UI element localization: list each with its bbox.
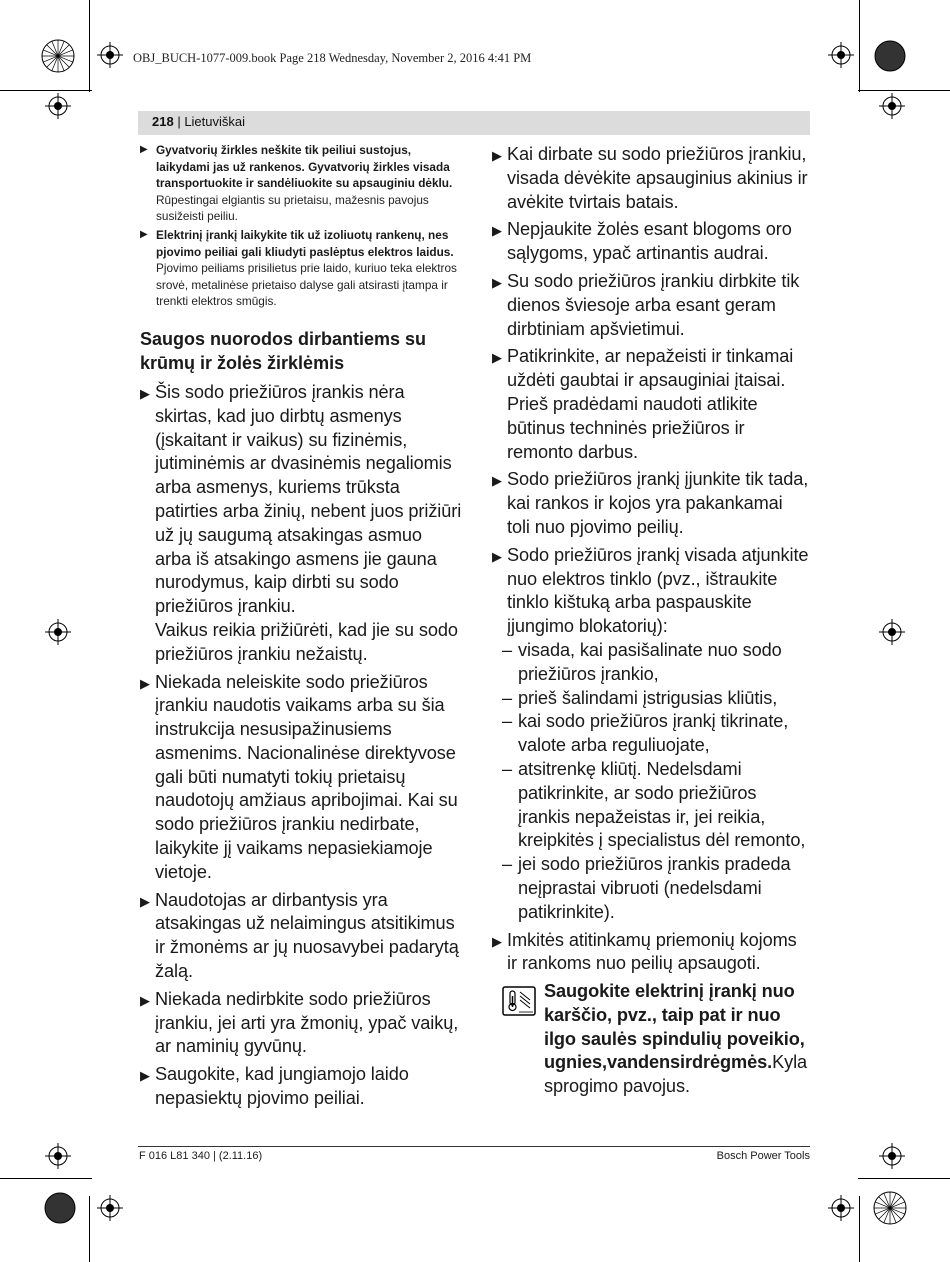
bullet-text: Kai dirbate su sodo priežiūros įrankiu, visada dėvėkite apsauginius akinius ir avėkite tvirtais batais. — [507, 144, 808, 212]
bullet-item: ▶ Sodo priežiūros įrankį visada atjunkite nuo elektros tinklo (pvz., ištraukite tinklo kištuką arba paspauskite įjungimo blokatorių): — [492, 544, 810, 639]
warning-note: Rūpestingai elgiantis su prietaisu, mažesnis pavojus susižeisti peiliu. — [156, 192, 429, 224]
bullet-text: Niekada nedirbkite sodo priežiūros įrankiu, jei arti yra žmonių, ypač vaikų, ar naminių gyvūnų. — [155, 988, 459, 1057]
bullet-text: Šis sodo priežiūros įrankis nėra skirtas, kad juo dirbtų asmenys (įskaitant ir vaikus) su fizinėmis, jutiminėmis ar dvasinėmis negaliomis arba asmenys, kuriems trūksta patirties arba žinių, nebent juos prižiūri už jų saugumą atsakingas asmuo arba iš atsakingo asmens jie gauna nurodymus, kaip dirbti su sodo priežiūros įrankiu. — [155, 381, 462, 617]
crosshair-mark-mid-left — [45, 619, 71, 645]
heat-warning — [492, 980, 810, 1099]
heat-warning-icon — [502, 986, 536, 1016]
small-warnings — [140, 142, 462, 310]
crosshair-mark-lower-right — [879, 1143, 905, 1169]
bullet-text: Sodo priežiūros įrankį įjunkite tik tada, kai rankos ir kojos yra pakankamai toli nuo pjovimo peilių. — [507, 469, 809, 537]
crosshair-mark-mid-right — [879, 619, 905, 645]
bullet-item: ▶ Imkitės atitinkamų priemonių kojoms ir rankoms nuo peilių apsaugoti. — [492, 929, 810, 977]
bullet-text: Niekada neleiskite sodo priežiūros įrankiu naudotis vaikams arba su šia instrukcija nesusipažinusiems asmenims. Nacionalinėse direktyvose gali būti numatyti tokių prietaisų naudotojų amžiaus apribojimai. Kai su sodo priežiūros įrankiu nedirbate, laikykite jį vaikams nepasiekiamoje vietoje. — [155, 671, 458, 882]
bullet-item: ▶ Sodo priežiūros įrankį įjunkite tik tada, kai rankos ir kojos yra pakankamai toli nuo pjovimo peilių. — [492, 468, 810, 539]
crosshair-mark-bottom-right — [828, 1195, 854, 1221]
dash-text: jei sodo priežiūros įrankis pradeda neįprastai vibruoti (nedelsdami patikrinkite). — [518, 854, 791, 922]
crosshair-mark-top-left — [97, 42, 123, 68]
bullet-text: Nepjaukite žolės esant blogoms oro sąlygoms, ypač artinantis audrai. — [507, 219, 792, 264]
warning-normal: Kyla sprogimo pavojus. — [544, 1052, 808, 1097]
dash-item: – jei sodo priežiūros įrankis pradeda neįprastai vibruoti (nedelsdami patikrinkite). — [492, 853, 810, 924]
bullet-text: Imkitės atitinkamų priemonių kojoms ir rankoms nuo peilių apsaugoti. — [507, 929, 797, 974]
bullet-text: Sodo priežiūros įrankį visada atjunkite nuo elektros tinklo (pvz., ištraukite tinklo kištuką arba paspauskite įjungimo blokatorių): — [507, 544, 809, 637]
bullet-item: ▶ Patikrinkite, ar nepažeisti ir tinkamai uždėti gaubtai ir apsauginiai įtaisai. Prieš pradėdami naudoti atlikite būtinus techninės priežiūros ir remonto darbus. — [492, 345, 810, 464]
bullet-item: ▶ Niekada neleiskite sodo priežiūros įrankiu naudotis vaikams arba su šia instrukcija nesusipažinusiems asmenims. Nacionalinėse direktyvose gali būti numatyti tokių prietaisų naudotojų amžiaus apribojimai. Kai su sodo priežiūros įrankiu nedirbate, laikykite jį vaikams nepasiekiamoje vietoje. — [140, 671, 462, 885]
dash-text: prieš šalindami įstrigusias kliūtis, — [518, 687, 778, 708]
footer-rule — [138, 1146, 810, 1147]
dash-item: – kai sodo priežiūros įrankį tikrinate, valote arba reguliuojate, — [492, 710, 810, 758]
warning-bold-text: Elektrinį įrankį laikykite tik už izoliuotų rankenų, nes pjovimo peiliai gali kliudyti paslėptus elektros laidus. — [156, 227, 454, 259]
dash-text: atsitrenkę kliūtį. Nedelsdami patikrinkite, ar sodo priežiūros įrankis nepažeistas ir, jei reikia, kreipkitės į specialistus dėl remonto, — [518, 758, 806, 851]
registration-mark-top-left — [38, 36, 78, 76]
bullet-item: ▶ Nepjaukite žolės esant blogoms oro sąlygoms, ypač artinantis audrai. — [492, 218, 810, 266]
footer-brand: Bosch Power Tools — [716, 1150, 810, 1162]
dash-item: – visada, kai pasišalinate nuo sodo priežiūros įrankio, — [492, 639, 810, 687]
bullet-item: ▶ Naudotojas ar dirbantysis yra atsakingas už nelaimingus atsitikimus ir žmonėms ar jų nuosavybei padarytą žalą. — [140, 889, 462, 984]
warning-note: Pjovimo peiliams prisilietus prie laido, kuriuo teka elektros srovė, metalinėse prietaiso dalyse gali atsirasti įtampa ir trenkti elektros smūgis. — [156, 261, 457, 309]
dash-item: – atsitrenkę kliūtį. Nedelsdami patikrinkite, ar sodo priežiūros įrankis nepažeistas ir, jei reikia, kreipkitės į specialistus dėl remonto, — [492, 758, 810, 853]
crosshair-mark-top-right — [828, 42, 854, 68]
warning-item: ▶ Elektrinį įrankį laikykite tik už izoliuotų rankenų, nes pjovimo peiliai gali kliudyti paslėptus elektros laidus. Pjovimo peiliams prisilietus prie laido, kuriuo teka elektros srovė, metalinėse prietaiso dalyse gali atsirasti įtampa ir trenkti elektros smūgis. — [140, 227, 462, 310]
footer-code: F 016 L81 340 | (2.11.16) — [139, 1150, 263, 1162]
warning-bold: Saugokite elektrinį įrankį nuo karščio, pvz., taip pat ir nuo ilgo saulės spindulių poveikio, ugnies,vandensirdrėgmės. — [544, 981, 805, 1073]
registration-mark-bottom-left — [42, 1190, 78, 1226]
bullet-item: ▶ Šis sodo priežiūros įrankis nėra skirtas, kad juo dirbtų asmenys (įskaitant ir vaikus) su fizinėmis, jutiminėmis ar dvasinėmis negaliomis arba asmenys, kuriems trūksta patirties arba žinių, nebent juos prižiūri už jų saugumą atsakingas asmuo arba iš atsakingo asmens jie gauna nurodymus, kaip dirbti su sodo priežiūros įrankiu. Vaikus reikia prižiūrėti, kad jie su sodo priežiūros įrankiu nežaistų. — [140, 381, 462, 667]
section-heading: Saugos nuorodos dirbantiems su krūmų ir žolės žirklėmis — [140, 328, 427, 373]
bullet-text: Naudotojas ar dirbantysis yra atsakingas už nelaimingus atsitikimus ir žmonėms ar jų nuosavybei padarytą žalą. — [155, 889, 459, 982]
dash-item: – prieš šalindami įstrigusias kliūtis, — [492, 687, 810, 711]
bullet-extra-text: Vaikus reikia prižiūrėti, kad jie su sodo priežiūros įrankiu nežaistų. — [155, 619, 458, 664]
warning-item: ▶ Gyvatvorių žirkles neškite tik peiliui sustojus, laikydami jas už rankenos. Gyvatvorių žirkles visada transportuokite ir sandėliuokite su apsauginiu dėklu. Rūpestingai elgiantis su prietaisu, mažesnis pavojus susižeisti peiliu. — [140, 142, 462, 225]
right-column — [492, 143, 810, 1099]
dash-text: kai sodo priežiūros įrankį tikrinate, valote arba reguliuojate, — [518, 711, 789, 756]
bullet-item: ▶ Kai dirbate su sodo priežiūros įrankiu, visada dėvėkite apsauginius akinius ir avėkite tvirtais batais. — [492, 143, 810, 214]
page-header: 218 | Lietuviškai — [152, 114, 246, 129]
crosshair-mark-upper-left — [45, 93, 71, 119]
page-number: 218 — [152, 114, 174, 129]
registration-mark-bottom-right — [870, 1188, 910, 1228]
left-bullet-list — [140, 381, 462, 1111]
crosshair-mark-lower-left — [45, 1143, 71, 1169]
bullet-item: ▶ Saugokite, kad jungiamojo laido nepasiektų pjovimo peiliai. — [140, 1063, 462, 1111]
bullet-text: Saugokite, kad jungiamojo laido nepasiektų pjovimo peiliai. — [155, 1064, 409, 1109]
warning-bold-text: Gyvatvorių žirkles neškite tik peiliui sustojus, laikydami jas už rankenos. Gyvatvorių žirkles visada transportuokite ir sandėliuokite su apsauginiu dėklu. — [156, 143, 453, 191]
registration-mark-top-right — [872, 38, 908, 74]
bullet-text: Su sodo priežiūros įrankiu dirbkite tik dienos šviesoje arba esant geram dirbtiniam apšvietimui. — [507, 270, 800, 339]
bullet-text: Patikrinkite, ar nepažeisti ir tinkamai uždėti gaubtai ir apsauginiai įtaisai. Prieš pradėdami naudoti atlikite būtinus techninės priežiūros ir remonto darbus. — [507, 346, 794, 462]
crosshair-mark-upper-right — [879, 93, 905, 119]
bullet-item: ▶ Su sodo priežiūros įrankiu dirbkite tik dienos šviesoje arba esant geram dirbtiniam apšvietimui. — [492, 270, 810, 341]
page-language: Lietuviškai — [184, 114, 246, 129]
crosshair-mark-bottom-left — [97, 1195, 123, 1221]
bullet-item: ▶ Niekada nedirbkite sodo priežiūros įrankiu, jei arti yra žmonių, ypač vaikų, ar naminių gyvūnų. — [140, 988, 462, 1059]
print-slug: OBJ_BUCH-1077-009.book Page 218 Wednesday, November 2, 2016 4:41 PM — [133, 51, 532, 65]
dash-text: visada, kai pasišalinate nuo sodo priežiūros įrankio, — [518, 639, 782, 684]
left-column — [140, 142, 462, 1115]
